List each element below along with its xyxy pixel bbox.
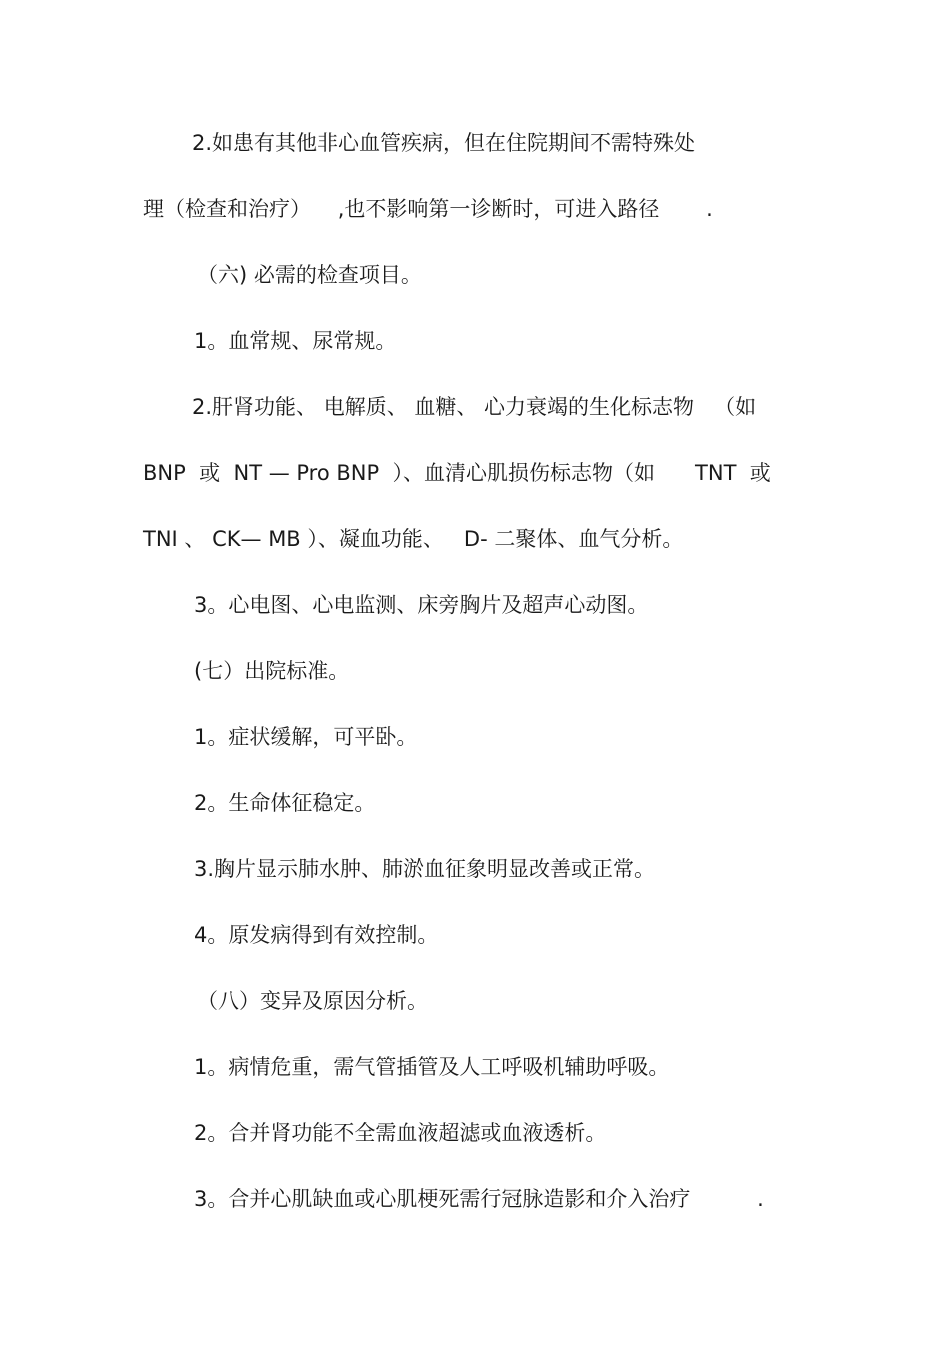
- text-line: 3。心电图、心电监测、床旁胸片及超声心动图。: [194, 593, 649, 617]
- text-line: 2.肝肾功能、 电解质、 血糖、 心力衰竭的生化标志物 （如: [192, 395, 757, 419]
- text-line: 4。原发病得到有效控制。: [194, 923, 439, 947]
- text-line: 理（检查和治疗） ,也不影响第一诊断时，可进入路径 .: [143, 197, 713, 221]
- text-line: 3。合并心肌缺血或心肌梗死需行冠脉造影和介入治疗 .: [194, 1187, 764, 1211]
- text-line: 1。病情危重，需气管插管及人工呼吸机辅助呼吸。: [194, 1055, 670, 1079]
- text-line: 1。症状缓解，可平卧。: [194, 725, 418, 749]
- text-line: 2.如患有其他非心血管疾病，但在住院期间不需特殊处: [192, 131, 696, 155]
- section-heading: （六) 必需的检查项目。: [197, 263, 422, 287]
- text-line: 2。生命体征稳定。: [194, 791, 376, 815]
- section-heading: （八）变异及原因分析。: [197, 989, 428, 1013]
- text-line: TNI 、 CK— MB ）、凝血功能、 D- 二聚体、血气分析。: [143, 527, 684, 551]
- text-line: BNP 或 NT — Pro BNP ）、血清心肌损伤标志物（如 TNT 或: [143, 461, 771, 485]
- section-heading: (七）出院标准。: [194, 659, 350, 683]
- text-line: 1。血常规、尿常规。: [194, 329, 397, 353]
- text-line: 3.胸片显示肺水肿、肺淤血征象明显改善或正常。: [194, 857, 656, 881]
- text-line: 2。合并肾功能不全需血液超滤或血液透析。: [194, 1121, 607, 1145]
